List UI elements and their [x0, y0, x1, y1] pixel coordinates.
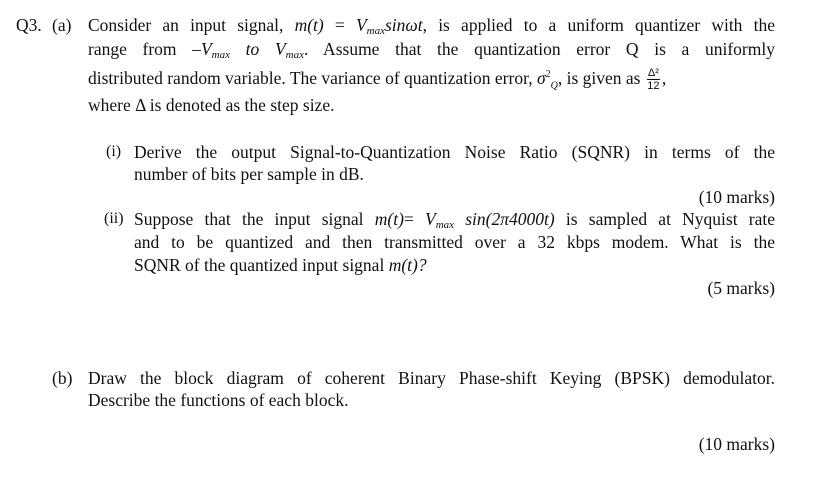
sub-i-line-2: number of bits per sample in dB. [134, 164, 364, 184]
part-b-label: (b) [52, 368, 73, 388]
sub-i-marks: (10 marks) [698, 187, 775, 207]
sub-ii-line-2: and to be quantized and then transmitted over a 32 kbps modem. What is the [134, 232, 775, 252]
part-a-line-4: where Δ is denoted as the step size. [88, 95, 335, 115]
sub-i-label: (i) [106, 143, 122, 160]
part-a-line-1: Consider an input signal, $m(t) = V_{max}\sin\omega t$, is applied to a uniform quantizer with the [88, 15, 775, 37]
sub-ii-line-3: SQNR of the quantized input signal m(t)? [134, 255, 427, 275]
part-a-label: (a) [52, 15, 72, 35]
part-b-line-2: Describe the functions of each block. [88, 390, 349, 410]
sigma-symbol: $\sigma^2_Q$ [536, 67, 558, 92]
part-b-marks: (10 marks) [698, 434, 775, 454]
question-number: Q3. [16, 15, 42, 35]
sub-ii-label: (ii) [104, 210, 124, 227]
sub-i-line-1: Derive the output Signal-to-Quantization Noise Ratio (SQNR) in terms of the [134, 142, 775, 162]
part-a-line-3: distributed random variable. The variance of quantization error, $\sigma^2_Q$, is given as $\frac{\text{Δ²}}{12}$ , [88, 67, 667, 93]
part-a-line-2: range from $-V_{max}$ to $V_{max}$. Assume that the quantization error Q is a uniformly [88, 39, 775, 61]
delta-squared-over-12-fraction: $\frac{\text{Δ²}}{12}$ [647, 67, 660, 93]
sub-ii-line-1: Suppose that the input signal $m(t)= V_{max}$ sin(2π4000t) is sampled at Nyquist rate [134, 209, 775, 231]
part-b-line-1: Draw the block diagram of coherent Binary Phase-shift Keying (BPSK) demodulator. [88, 368, 775, 388]
sub-ii-marks: (5 marks) [707, 278, 775, 298]
